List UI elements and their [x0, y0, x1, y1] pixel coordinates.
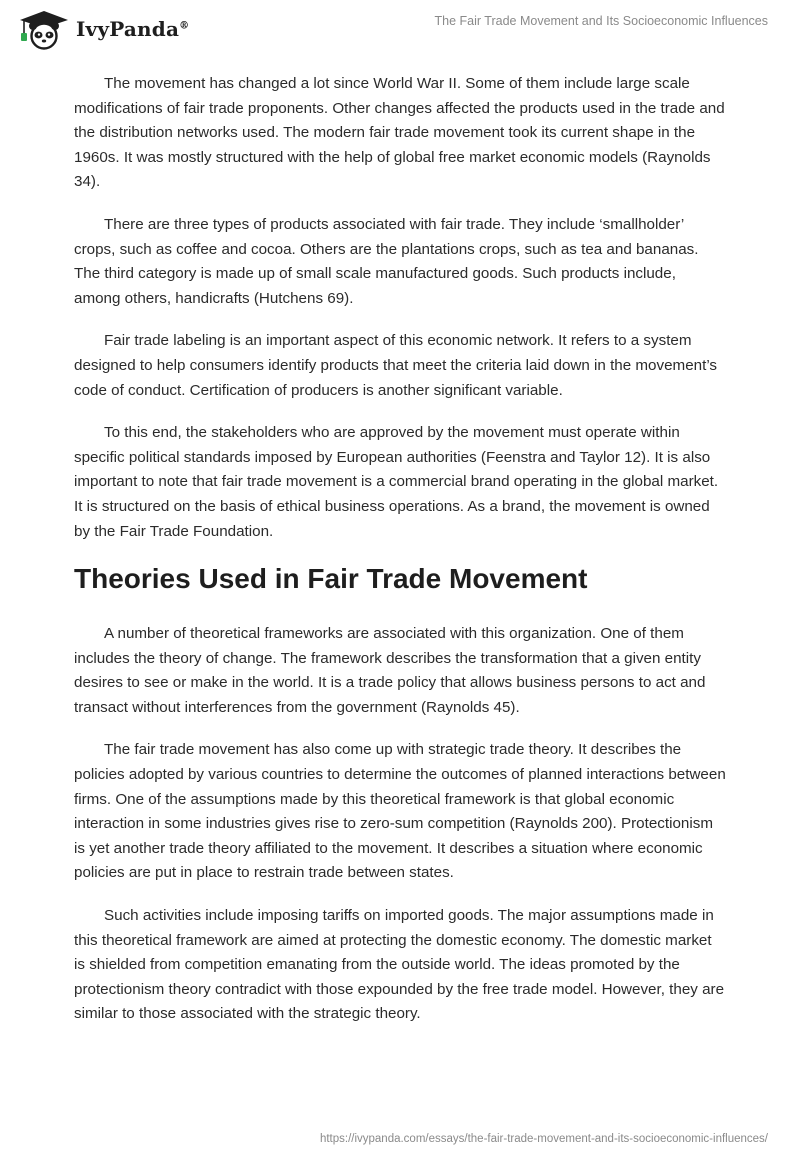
- paragraph: The movement has changed a lot since World War II. Some of them include large scale modifications of fair trade proponents. Other changes affected the products used in the trade and the distribution networks used. The modern fair trade movement took its current shape in the 1960s. It was mostly structured with the help of global free market economic models (Raynolds 34).: [74, 75, 725, 191]
- paragraph: There are three types of products associated with fair trade. They include ‘smallholder’ crops, such as coffee and cocoa. Others are the plantations crops, such as tea and bananas. The third category is made up of small scale manufactured goods. Such products include, among others, handicrafts (Hutchens 69).: [74, 215, 699, 307]
- document-title: The Fair Trade Movement and Its Socioeconomic Influences: [434, 14, 768, 28]
- article-body: [74, 72, 726, 1045]
- registered-mark: ®: [179, 20, 190, 32]
- section-heading: Theories Used in Fair Trade Movement: [74, 563, 588, 595]
- paragraph: The fair trade movement has also come up with strategic trade theory. It describes the policies adopted by various countries to determine the outcomes of planned interactions between firms. One of the assumptions made by this theoretical framework is that global economic interaction in some industries gives rise to zero-sum competition (Raynolds 200). Protectionism is yet another trade theory affiliated to the movement. It describes a situation where economic policies are put in place to restrain trade between states.: [74, 741, 726, 882]
- paragraph: A number of theoretical frameworks are associated with this organization. One of them includes the theory of change. The framework describes the transformation that a given entity desires to see or make in the world. It is a trade policy that allows business persons to act and transact without interferences from the government (Raynolds 45).: [74, 625, 706, 716]
- paragraph: To this end, the stakeholders who are approved by the movement must operate within specific political standards imposed by European authorities (Feenstra and Taylor 12). It is also important to note that fair trade movement is a commercial brand operating in the global market. It is structured on the basis of ethical business operations. As a brand, the movement is owned by the Fair Trade Foundation.: [74, 424, 719, 540]
- logo[interactable]: [14, 8, 189, 50]
- source-url[interactable]: https://ivypanda.com/essays/the-fair-trade-movement-and-its-socioeconomic-influences/: [319, 1133, 768, 1145]
- paragraph: Such activities include imposing tariffs on imported goods. The major assumptions made in this theoretical framework are aimed at protecting the domestic economy. The domestic market is shielded from competition emanating from the outside world. The ideas promoted by the protectionism theory contradict with those expounded by the free trade model. However, they are similar to those associated with the strategic theory.: [74, 907, 725, 1023]
- brand-name: IvyPanda®: [76, 17, 190, 41]
- panda-graduate-icon: [14, 8, 70, 50]
- page-header: [0, 0, 800, 60]
- paragraph: Fair trade labeling is an important aspect of this economic network. It refers to a system designed to help consumers identify products that meet the criteria laid down in the movement’s code of conduct. Certification of producers is another significant variable.: [74, 332, 718, 399]
